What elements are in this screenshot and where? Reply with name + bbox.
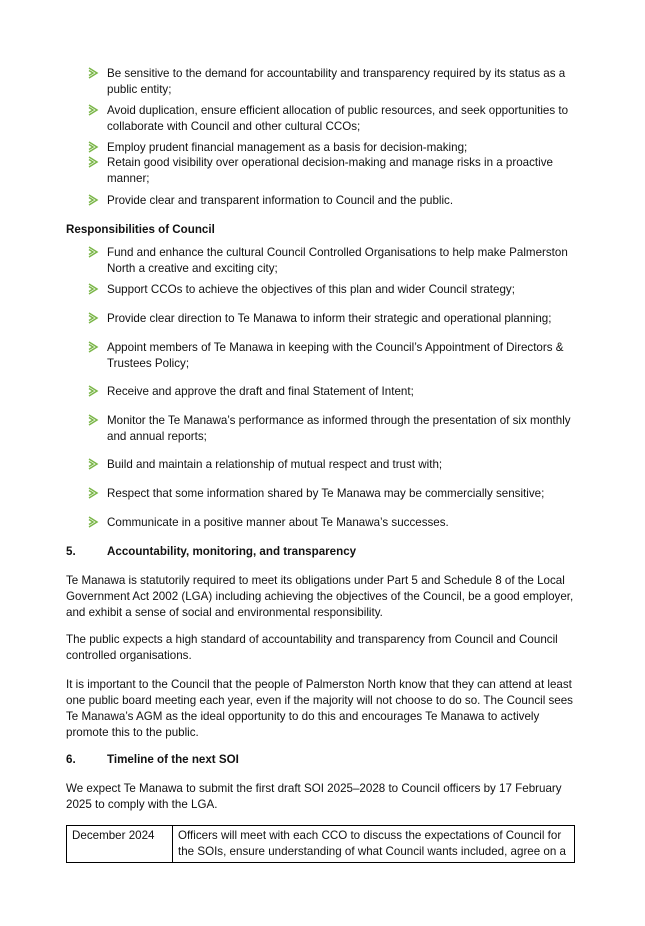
list-item: Build and maintain a relationship of mutual respect and trust with; [107,458,443,471]
chevron-bullet-icon [87,414,99,426]
chevron-bullet-icon [87,67,99,79]
chevron-bullet-icon [87,283,99,295]
section-6-paragraph: We expect Te Manawa to submit the first draft SOI 2025–2028 to Council officers by 17 February 2025 to comply with the LGA. [66,782,562,811]
list-item: Provide clear direction to Te Manawa to inform their strategic and operational planning; [107,312,552,325]
list-item: Avoid duplication, ensure efficient allocation of public resources, and seek opportunities to collaborate with Council and other cultural CCOs; [107,104,569,133]
list-item: Receive and approve the draft and final Statement of Intent; [107,385,414,398]
list-item: Appoint members of Te Manawa in keeping with the Council’s Appointment of Directors & Trustees Policy; [107,341,564,370]
section-6-number: 6. [66,753,76,766]
chevron-bullet-icon [87,487,99,499]
list-item: Fund and enhance the cultural Council Controlled Organisations to help make Palmerston North a creative and exciting city; [107,246,568,275]
section-5-paragraph: It is important to the Council that the people of Palmerston North know that they can attend at least one public board meeting each year, even if the majority will not choose to do so. The Council sees Te Manawa’s AGM as the ideal opportunity to do this and encourages Te Manawa to actively promote this to the public. [66,678,573,739]
chevron-bullet-icon [87,385,99,397]
section-5-paragraph: The public expects a high standard of accountability and transparency from Council and Council controlled organisations. [66,633,558,662]
list-item: Respect that some information shared by Te Manawa may be commercially sensitive; [107,487,545,500]
timeline-table [66,825,575,863]
list-item: Provide clear and transparent information to Council and the public. [107,194,454,207]
chevron-bullet-icon [87,104,99,116]
chevron-bullet-icon [87,246,99,258]
list-item: Monitor the Te Manawa’s performance as informed through the presentation of six monthly and annual reports; [107,414,571,443]
list-item: Employ prudent financial management as a basis for decision-making; [107,141,468,154]
chevron-bullet-icon [87,458,99,470]
section-5-title: Accountability, monitoring, and transparency [107,545,357,558]
chevron-bullet-icon [87,141,99,153]
list-item: Support CCOs to achieve the objectives of this plan and wider Council strategy; [107,283,515,296]
chevron-bullet-icon [87,312,99,324]
list-item: Communicate in a positive manner about Te Manawa’s successes. [107,516,449,529]
chevron-bullet-icon [87,341,99,353]
section-5-number: 5. [66,545,76,558]
list-item: Be sensitive to the demand for accountability and transparency required by its status as a public entity; [107,67,566,96]
timeline-text-cell: Officers will meet with each CCO to discuss the expectations of Council for the SOIs, ensure understanding of what Council wants included, agree on a [173,826,575,863]
responsibilities-heading: Responsibilities of Council [66,223,215,236]
timeline-date-cell: December 2024 [67,826,173,863]
chevron-bullet-icon [87,516,99,528]
section-5-paragraph: Te Manawa is statutorily required to meet its obligations under Part 5 and Schedule 8 of the Local Government Act 2002 (LGA) including achieving the objectives of the Council, be a good employer, and exhibit a sense of social and environmental responsibility. [66,574,574,619]
table-row [67,826,575,863]
list-item: Retain good visibility over operational decision-making and manage risks in a proactive manner; [107,156,553,185]
chevron-bullet-icon [87,194,99,206]
section-6-title: Timeline of the next SOI [107,753,239,766]
chevron-bullet-icon [87,156,99,168]
